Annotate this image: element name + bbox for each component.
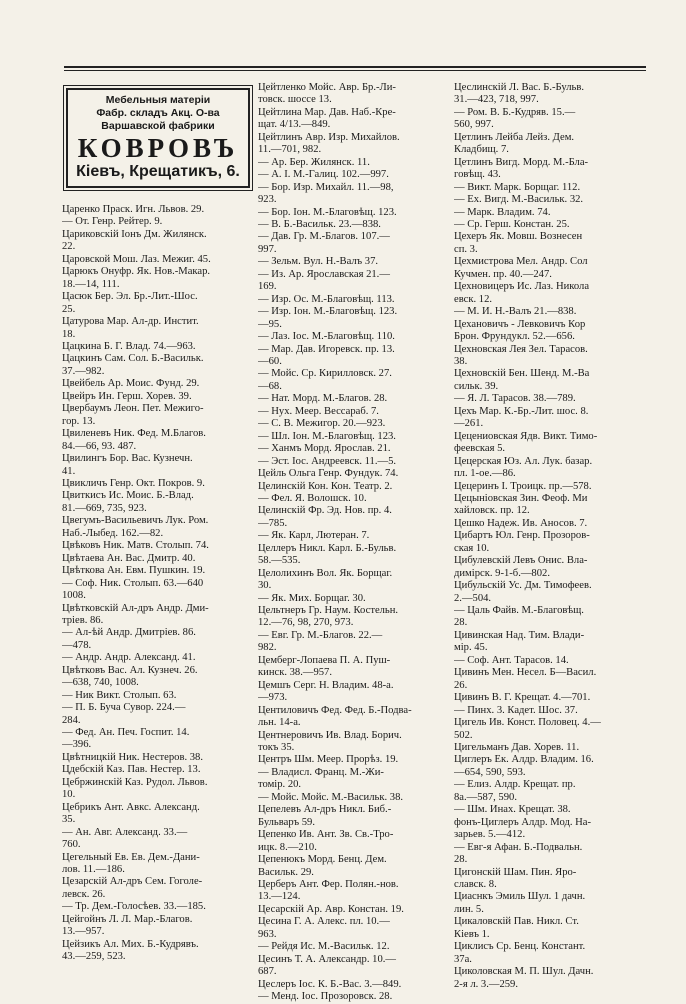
directory-entry: евск. 12. (454, 293, 493, 305)
directory-columns (62, 82, 648, 1003)
directory-entry: 2-я л. 3.—259. (454, 978, 519, 990)
directory-entry: пл. 1-ое.—86. (454, 468, 516, 480)
directory-entry: — Пинх. 3. Кадет. Шос. 37. (454, 704, 578, 716)
directory-entry: — Я. Л. Тарасов. 38.—789. (454, 393, 576, 405)
directory-entry: Цейзикъ Ал. Мих. Б.-Кудрявъ. (62, 938, 199, 950)
directory-entry: — Евг. Гр. М.-Благов. 22.— (258, 629, 383, 641)
directory-entry: Цехъ Мар. К.-Бр.-Лит. шос. 8. (454, 405, 589, 417)
directory-entry: Цибулевскій Левъ Онис. Вла- (454, 555, 588, 567)
directory-entry: — Владисл. Франц. М.-Жи- (258, 766, 384, 778)
directory-entry: — Менд. Іос. Прозоровск. 28. (258, 991, 393, 1003)
directory-entry: —478. (62, 639, 92, 651)
directory-entry: ицк. 8.—210. (258, 841, 317, 853)
directory-entry: 37а. (454, 953, 472, 965)
directory-entry: льн. 14-а. (258, 717, 301, 729)
directory-entry: — Зельм. Вул. Н.-Валъ 37. (258, 256, 379, 268)
directory-entry: томір. 20. (258, 779, 302, 791)
column-1-entries (62, 204, 254, 964)
directory-entry: — Изр. Іон. М.-Благовѣщ. 123. (258, 306, 398, 318)
directory-entry: 30. (258, 580, 272, 592)
directory-entry: — Ханмъ Морд. Ярослав. 21. (258, 443, 391, 455)
directory-entry: Цемшъ Серг. Н. Владим. 48-а. (258, 679, 394, 691)
directory-entry: Цвѣтаева Ан. Вас. Дмитр. 40. (62, 552, 196, 564)
directory-entry: — Андр. Андр. Александ. 41. (62, 652, 196, 664)
directory-entry: —973. (258, 692, 288, 704)
directory-entry: Цацкина Б. Г. Влад. 74.—963. (62, 340, 196, 352)
directory-entry: 81.—669, 735, 923. (62, 502, 147, 514)
directory-entry: 982. (258, 642, 277, 654)
directory-entry: Цвѣтковскій Ал-дръ Андр. Дми- (62, 602, 209, 614)
directory-entry: Церберъ Ант. Фер. Полян.-нов. (258, 879, 399, 890)
directory-entry: — Изр. Ос. М.-Благовѣщ. 113. (258, 293, 395, 305)
directory-entry: — Марк. Владим. 74. (454, 206, 551, 218)
directory-entry: товск. шоссе 13. (258, 94, 332, 106)
directory-entry: Целинскій Кон. Кон. Театр. 2. (258, 480, 393, 492)
directory-entry: 10. (62, 789, 76, 801)
directory-entry: 760. (62, 839, 81, 851)
directory-entry: — Ром. В. Б.-Кудряв. 15.— (454, 106, 576, 118)
directory-entry: — Фел. Я. Волошск. 10. (258, 492, 367, 504)
directory-entry: Центиловичъ Фед. Фед. Б.-Подва- (258, 704, 412, 716)
directory-entry: Цепелевъ Ал-дръ Никл. Биб.- (258, 804, 392, 816)
directory-entry: Цебрикъ Ант. Авкс. Александ. (62, 801, 200, 813)
directory-entry: Цейгойнъ Л. Л. Мар.-Благов. (62, 913, 193, 925)
directory-entry: Цацкинъ Сам. Сол. Б.-Васильк. (62, 353, 204, 365)
directory-entry: Цигель Ив. Конст. Половец. 4.— (454, 717, 601, 729)
directory-entry: —396. (62, 739, 92, 751)
directory-entry: 18.—14, 111. (62, 278, 120, 290)
directory-entry: Центръ Шм. Меер. Прорѣз. 19. (258, 754, 399, 766)
directory-entry: Цейтлина Мар. Дав. Наб.-Кре- (258, 106, 396, 118)
advertisement-box (66, 88, 250, 188)
directory-entry: Циглеръ Ек. Алдр. Владим. 16. (454, 754, 594, 766)
directory-entry: Цетлинъ Лейба Лейз. Дем. (454, 131, 575, 143)
directory-entry: 41. (62, 465, 76, 477)
directory-entry: Целлеръ Никл. Карл. Б.-Бульв. (258, 542, 397, 554)
directory-entry: — М. И. Н.-Валъ 21.—838. (454, 306, 577, 318)
directory-entry: Цесина Г. А. Алекс. пл. 10.— (258, 916, 390, 928)
directory-entry: Цвегумъ-Васильевичъ Лук. Ром. (62, 515, 209, 527)
directory-entry: 37.—982. (62, 365, 105, 377)
directory-entry: — Шм. Инах. Крещат. 38. (454, 804, 571, 816)
directory-entry: кинск. 38.—957. (258, 667, 333, 679)
column-2-entries (258, 82, 450, 1004)
directory-entry: — Соф. Ник. Столып. 63.—640 (62, 577, 204, 589)
directory-entry: Цвѣковъ Ник. Матв. Столып. 74. (62, 540, 209, 552)
directory-entry: Цибартъ Юл. Генр. Прозоров- (454, 530, 590, 542)
directory-entry: 28. (454, 854, 468, 866)
directory-entry: Цехмистрова Мел. Андр. Сол (454, 256, 588, 268)
directory-entry: 13.—124. (258, 891, 301, 903)
directory-entry: фонъ-Циглеръ Алдр. Мод. На- (454, 816, 592, 828)
directory-entry: Цвѣтницкій Ник. Нестеров. 38. (62, 751, 203, 763)
directory-entry: —95. (258, 318, 282, 330)
directory-entry: Цепенюкъ Морд. Бенц. Дем. (258, 854, 387, 866)
directory-entry: гор. 13. (62, 415, 96, 427)
directory-entry: Цесарскій Ар. Авр. Констан. 19. (258, 903, 404, 915)
directory-entry: Цвилингъ Бор. Вас. Кузнечн. (62, 453, 193, 465)
directory-entry: —60. (258, 355, 282, 367)
directory-entry: 84.—66, 93. 487. (62, 440, 137, 452)
directory-entry: 284. (62, 714, 81, 726)
directory-entry: Цемберг-Лопаева П. А. Пуш- (258, 654, 391, 666)
directory-entry: Цехановичъ - Левковичъ Кор (454, 318, 586, 330)
directory-entry: Цетлинъ Вигд. Морд. М.-Бла- (454, 156, 589, 168)
directory-entry: — Евг-я Афан. Б.-Подвальн. (454, 841, 583, 853)
directory-entry: 26. (454, 679, 468, 691)
directory-entry: Циколовская М. П. Шул. Дачн. (454, 966, 594, 978)
directory-entry: тріев. 86. (62, 614, 104, 626)
directory-entry: — Ал-ѣй Андр. Дмитріев. 86. (62, 627, 196, 639)
directory-entry: 12.—76, 98, 270, 973. (258, 617, 354, 629)
directory-entry: мір. 45. (454, 642, 488, 654)
directory-entry: 28. (454, 617, 468, 629)
directory-entry: Цдебскій Каз. Пав. Нестер. 13. (62, 764, 201, 776)
directory-entry: 58.—535. (258, 555, 301, 567)
directory-entry: Цвейръ Ин. Герш. Хорев. 39. (62, 390, 192, 402)
directory-entry: Целолихинъ Вол. Як. Борщаг. (258, 567, 393, 579)
directory-entry: Кладбищ. 7. (454, 144, 509, 156)
directory-entry: Цехновскій Бен. Шенд. М.-Ва (454, 368, 590, 380)
directory-entry: — Бор. Іон. М.-Благовѣщ. 123. (258, 206, 397, 218)
directory-entry: — Ех. Вигд. М.-Васильк. 32. (454, 194, 584, 206)
directory-entry: —261. (454, 418, 484, 430)
directory-entry: 1008. (62, 590, 86, 602)
directory-entry: — Елиз. Алдр. Крещат. пр. (454, 779, 576, 791)
directory-entry: — Фед. Ан. Печ. Госпит. 14. (62, 727, 190, 739)
directory-entry: — Ср. Герш. Констан. 25. (454, 218, 570, 230)
directory-entry: Цвѣтковъ Вас. Ал. Кузнеч. 26. (62, 664, 198, 676)
directory-entry: 18. (62, 328, 76, 340)
directory-entry: 13.—957. (62, 926, 105, 938)
directory-entry: — Мойс. Мойс. М.-Васильк. 38. (258, 791, 404, 803)
directory-entry: —785. (258, 517, 288, 529)
directory-entry: Цеслинскій Л. Вас. Б.-Бульв. (454, 82, 584, 93)
directory-entry: — Из. Ар. Ярославская 21.— (258, 268, 390, 280)
ad-line-3: Варшавской фабрики (101, 120, 215, 132)
directory-entry: — Цаль Файв. М.-Благовѣщ. (454, 605, 584, 617)
directory-entry: Центнеровичъ Ив. Влад. Борич. (258, 729, 402, 741)
directory-entry: Цвербаумъ Леон. Пет. Межиго- (62, 403, 204, 415)
directory-entry: димірск. 9-1-б.—802. (454, 567, 550, 579)
directory-entry: — Бор. Изр. Михайл. 11.—98, (258, 181, 394, 193)
directory-entry: Цивинская Над. Тим. Влади- (454, 629, 585, 641)
directory-entry: феевская 5. (454, 443, 506, 455)
directory-entry: Наб.-Лыбед. 162.—82. (62, 527, 164, 539)
ad-line-2: Фабр. складъ Акц. О-ва (96, 107, 220, 119)
directory-entry: Циаснкъ Эмиль Шул. 1 дачн. (454, 891, 586, 903)
directory-entry: Цейтленко Мойс. Авр. Бр.-Ли- (258, 82, 396, 93)
directory-entry: лин. 5. (454, 903, 484, 915)
directory-entry: —654, 590, 593. (454, 766, 526, 778)
directory-entry: 8а.—587, 590. (454, 791, 517, 803)
directory-entry: —68. (258, 380, 282, 392)
directory-entry: Целинскій Фр. Эд. Нов. пр. 4. (258, 505, 392, 517)
directory-entry: Цейль Ольга Генр. Фундук. 74. (258, 468, 399, 480)
directory-entry: — Соф. Ант. Тарасов. 14. (454, 654, 569, 666)
ad-address: Кіевъ, Крещатикъ, 6. (76, 163, 240, 180)
directory-entry: 25. (62, 303, 76, 315)
directory-entry: — Викт. Марк. Борщаг. 112. (454, 181, 581, 193)
directory-entry: 31.—423, 718, 997. (454, 94, 539, 106)
directory-entry: — Рейдя Ис. М.-Васильк. 12. (258, 941, 390, 953)
directory-entry: 22. (62, 241, 76, 253)
directory-entry: Цатурова Мар. Ал-др. Инстит. (62, 316, 199, 328)
directory-entry: Цехновская Лея Зел. Тарасов. (454, 343, 588, 355)
directory-entry: хайловск. пр. 12. (454, 505, 530, 517)
directory-entry: 38. (454, 355, 468, 367)
directory-entry: Цибульскій Ус. Дм. Тимофеев. (454, 580, 592, 592)
directory-entry: говѣщ. 43. (454, 169, 501, 181)
directory-entry: — Як. Мих. Борщаг. 30. (258, 592, 366, 604)
directory-entry: Брон. Фрундукл. 52.—656. (454, 331, 575, 343)
ad-title: КОВРОВЪ (77, 133, 239, 163)
column-1 (62, 82, 254, 964)
directory-entry: 502. (454, 729, 473, 741)
directory-entry: Цеслеръ Іос. К. Б.-Вас. 3.—849. (258, 978, 402, 990)
directory-entry: Цасюк Бер. Эл. Бр.-Лит.-Шос. (62, 291, 198, 303)
directory-entry: Цвиткисъ Ис. Моис. Б.-Влад. (62, 490, 194, 502)
column-3-entries (454, 82, 648, 991)
directory-entry: — От. Генр. Рейтер. 9. (62, 216, 163, 228)
directory-entry: — П. Б. Буча Сувор. 224.— (62, 702, 186, 714)
directory-entry: Цигельманъ Дав. Хорев. 11. (454, 742, 580, 754)
directory-entry: Цигонскій Шам. Пин. Яро- (454, 866, 577, 878)
directory-entry: 923. (258, 194, 277, 206)
directory-entry: Царенко Праск. Игн. Львов. 29. (62, 204, 205, 215)
directory-entry: — Эст. Іос. Андреевск. 11.—5. (258, 455, 397, 467)
directory-entry: — Ник Викт. Столып. 63. (62, 689, 177, 701)
directory-entry: 43.—259, 523. (62, 951, 126, 963)
directory-entry: левск. 26. (62, 888, 106, 900)
directory-entry: Цешко Надеж. Ив. Аносов. 7. (454, 517, 588, 529)
directory-entry: Цехеръ Як. Мовш. Вознесен (454, 231, 583, 243)
directory-entry: — Лаз. Іос. М.-Благовѣщ. 110. (258, 331, 395, 343)
directory-entry: Цвѣткова Ан. Евм. Пушкин. 19. (62, 565, 206, 577)
directory-entry: Цельтнеръ Гр. Наум. Костельн. (258, 605, 399, 617)
directory-entry: Цариковскій Іонъ Дм. Жилянск. (62, 228, 207, 240)
directory-entry: Васильк. 29. (258, 866, 314, 878)
directory-entry: сп. 3. (454, 243, 478, 255)
directory-entry: Цейтлинъ Авр. Изр. Михайлов. (258, 131, 400, 143)
directory-entry: ская 10. (454, 542, 490, 554)
directory-entry: — Шл. Іон. М.-Благовѣщ. 123. (258, 430, 396, 442)
ad-line-1: Мебельныя матеріи (105, 94, 211, 106)
directory-entry: 560, 997. (454, 119, 494, 131)
directory-entry: Кучмен. пр. 40.—247. (454, 268, 552, 280)
directory-entry: Цебржинскій Каз. Рудол. Львов. (62, 776, 208, 788)
directory-entry: Цецениовская Ядв. Викт. Тимо- (454, 430, 598, 442)
directory-entry: 963. (258, 928, 277, 940)
top-rule-thin (64, 70, 646, 71)
directory-entry: — Як. Карл, Лютеран. 7. (258, 530, 370, 542)
directory-entry: — Ан. Авг. Александ. 33.— (62, 826, 188, 838)
directory-entry: 687. (258, 966, 277, 978)
directory-entry: — С. В. Межигор. 20.—923. (258, 418, 386, 430)
directory-entry: лов. 11.—186. (62, 864, 125, 876)
directory-entry: Цвиленевъ Ник. Фед. М.Благов. (62, 428, 206, 440)
directory-entry: Кіевъ 1. (454, 928, 490, 940)
directory-entry: — Мар. Дав. Игоревск. пр. 13. (258, 343, 395, 355)
directory-entry: — Нух. Меер. Вессараб. 7. (258, 405, 379, 417)
directory-entry: —638, 740, 1008. (62, 677, 139, 689)
column-2 (258, 82, 450, 1004)
directory-entry: — Дав. Гр. М.-Благов. 107.— (258, 231, 390, 243)
directory-entry: Царюкъ Онуфр. Як. Нов.-Макар. (62, 266, 211, 278)
directory-entry: Цвейбель Ар. Моис. Фунд. 29. (62, 378, 200, 390)
directory-entry: сильк. 39. (454, 380, 499, 392)
directory-entry: Цвикличъ Генр. Окт. Покров. 9. (62, 477, 205, 489)
directory-entry: Цепенко Ив. Ант. Зв. Св.-Тро- (258, 829, 394, 841)
directory-entry: Цецынiовская Зин. Феоф. Ми (454, 492, 588, 504)
directory-entry: Цесинъ Т. А. Александр. 10.— (258, 953, 396, 965)
directory-entry: 2.—504. (454, 592, 492, 604)
directory-entry: Царовской Мош. Лаз. Межиг. 45. (62, 253, 211, 265)
directory-entry: — Тр. Дем.-Голосѣев. 33.—185. (62, 901, 206, 913)
directory-entry: Цикаловскій Пав. Никл. Ст. (454, 916, 579, 928)
directory-entry: — Ар. Бер. Жилянск. 11. (258, 156, 370, 168)
directory-entry: славск. 8. (454, 879, 497, 890)
directory-entry: зарьев. 5.—412. (454, 829, 526, 841)
top-rule (64, 66, 646, 68)
directory-entry: 11.—701, 982. (258, 144, 322, 156)
directory-entry: — В. Б.-Васильк. 23.—838. (258, 218, 381, 230)
directory-entry: Цивинъ Мен. Несел. Б—Васил. (454, 667, 597, 679)
directory-entry: щат. 4/13.—849. (258, 119, 331, 131)
directory-entry: Циклисъ Ср. Бенц. Констант. (454, 941, 586, 953)
directory-entry: Бульваръ 59. (258, 816, 315, 828)
directory-entry: Цехновицеръ Ис. Лаз. Никола (454, 281, 590, 293)
directory-entry: Цивинъ В. Г. Крещат. 4.—701. (454, 692, 591, 704)
directory-entry: — А. І. М.-Галиц. 102.—997. (258, 169, 389, 181)
column-3 (454, 82, 648, 991)
directory-entry: Цецерская Юз. Ал. Лук. базар. (454, 455, 593, 467)
directory-entry: — Нат. Морд. М.-Благов. 28. (258, 393, 388, 405)
directory-entry: 997. (258, 243, 277, 255)
directory-entry: Цецеринъ І. Троицк. пр.—578. (454, 480, 592, 492)
directory-entry: Цегельный Ев. Ев. Дем.-Дани- (62, 851, 200, 863)
directory-entry: Цезарскій Ал-дръ Сем. Гоголе- (62, 876, 203, 888)
directory-entry: токъ 35. (258, 742, 295, 754)
directory-entry: 35. (62, 814, 76, 826)
directory-entry: — Мойс. Ср. Кирилловск. 27. (258, 368, 392, 380)
directory-entry: 169. (258, 281, 277, 293)
